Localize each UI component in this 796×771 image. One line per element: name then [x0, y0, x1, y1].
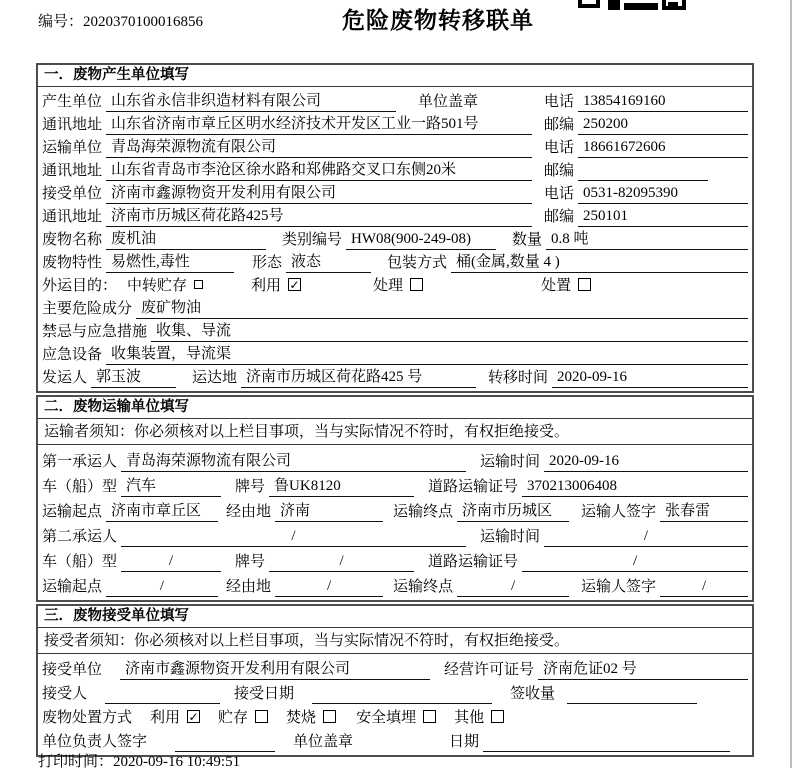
hazard-component-value: 废矿物油	[136, 296, 748, 319]
disposal-option-landfill	[356, 706, 436, 727]
field-label: 经由地	[226, 579, 272, 595]
field-label: 第二承运人	[42, 529, 118, 545]
producer-unit-value: 山东省永信非织造材料有限公司	[106, 89, 396, 112]
section-producer-rows	[38, 87, 752, 391]
field-label: 包装方式	[387, 255, 448, 271]
section-producer-title: 一．废物产生单位填写	[38, 65, 752, 87]
field-label: 主要危险成分	[42, 301, 133, 317]
waste-form-value: 液态	[286, 250, 371, 273]
field-label: 废物特性	[42, 255, 103, 271]
route1-end-value: 济南市历城区	[457, 499, 569, 522]
field-label: 类别编号	[282, 232, 343, 248]
received-quantity-value	[567, 687, 697, 704]
field-label: 接受日期	[234, 686, 295, 702]
option-label: 处置	[541, 278, 572, 294]
field-label: 道路运输证号	[428, 479, 519, 495]
field-label: 接受单位	[42, 186, 103, 202]
emergency-equipment-value: 收集装置，导流渠	[106, 342, 748, 365]
field-label: 签收量	[510, 686, 556, 702]
receiving-unit-value: 济南市鑫源物资开发利用有限公司	[120, 657, 430, 680]
vehicle2-type-value: /	[121, 553, 221, 572]
row-carrier1	[40, 447, 748, 472]
purpose-option-dispose	[541, 274, 591, 295]
waste-pack-value: 桶(金属,数量 4 )	[451, 250, 748, 273]
transporter-phone-value: 18661672606	[578, 139, 748, 158]
section-producer	[36, 63, 754, 393]
stamp-fragment	[624, 3, 658, 10]
vehicle1-permit-value: 370213006408	[522, 478, 748, 497]
field-label: 经营许可证号	[444, 662, 535, 678]
field-label: 电话	[543, 140, 574, 156]
field-label: 运输终点	[393, 504, 454, 520]
producer-phone-value: 13854169160	[578, 93, 748, 112]
field-label: 日期	[449, 734, 480, 750]
destination-value: 济南市历城区荷花路425 号	[241, 365, 476, 388]
disposal-option-burn	[286, 706, 336, 727]
route2-via-value: /	[275, 578, 383, 597]
field-label: 运输时间	[480, 454, 541, 470]
row-transporter	[40, 135, 748, 158]
checkbox-unchecked	[410, 278, 423, 291]
section-receiver	[36, 604, 754, 757]
option-label: 中转贮存	[127, 278, 188, 294]
field-label: 电话	[543, 186, 574, 202]
dispatcher-value: 郭玉波	[91, 365, 176, 388]
section-receiver-rows	[38, 654, 752, 755]
field-label: 运输人签字	[581, 579, 657, 595]
option-label: 利用	[251, 278, 282, 294]
field-label: 运输终点	[393, 579, 454, 595]
field-label: 运输人签字	[581, 504, 657, 520]
field-label: 邮编	[543, 117, 574, 133]
row-route1	[40, 497, 748, 522]
route1-signature-value: 张春雷	[660, 499, 748, 522]
field-label: 车（船）型	[42, 554, 118, 570]
manifest-form	[36, 63, 754, 757]
emergency-measures-value: 收集、导流	[151, 319, 748, 342]
signoff-date-value	[483, 735, 730, 752]
row-waste-traits	[40, 250, 748, 273]
transporter-notice: 运输者须知：你必须核对以上栏目事项，当与实际情况不符时，有权拒绝接受。	[38, 419, 752, 445]
waste-name-value: 废机油	[106, 227, 266, 250]
field-label: 应急设备	[42, 347, 103, 363]
waste-category-value: HW08(900-249-08)	[346, 231, 496, 250]
section-receiver-title: 三．废物接受单位填写	[38, 606, 752, 628]
field-label: 通讯地址	[42, 209, 103, 225]
field-label: 电话	[543, 94, 574, 110]
print-time-label: 打印时间：	[38, 754, 114, 770]
row-vehicle2	[40, 547, 748, 572]
field-label: 运输起点	[42, 579, 103, 595]
row-transporter-address	[40, 158, 748, 181]
field-label: 邮编	[543, 209, 574, 225]
field-label: 产生单位	[42, 94, 103, 110]
vehicle2-permit-value: /	[522, 553, 748, 572]
disposal-option-use	[150, 706, 200, 727]
carrier1-time-value: 2020-09-16	[544, 453, 748, 472]
receiver-zip-value: 250101	[578, 208, 748, 227]
row-transfer-purpose	[40, 273, 748, 296]
option-label: 其他	[454, 710, 485, 726]
vehicle1-plate-value: 鲁UK8120	[269, 474, 414, 497]
receiver-notice: 接受者须知：你必须核对以上栏目事项，当与实际情况不符时，有权拒绝接受。	[38, 628, 752, 654]
option-label: 处理	[373, 278, 404, 294]
field-label: 车（船）型	[42, 479, 118, 495]
row-receiving-unit	[40, 656, 748, 680]
field-label: 运输单位	[42, 140, 103, 156]
row-route2	[40, 572, 748, 597]
disposal-option-store	[218, 706, 268, 727]
receiver-address-value: 济南市历城区荷花路425号	[106, 204, 532, 227]
row-vehicle1	[40, 472, 748, 497]
field-label: 外运目的：	[42, 278, 118, 294]
carrier1-value: 青岛海荣源物流有限公司	[121, 449, 466, 472]
option-label: 利用	[150, 710, 181, 726]
stamp-fragment	[668, 2, 678, 7]
option-label: 安全填埋	[356, 710, 417, 726]
serial-label: 编号：	[38, 14, 84, 30]
transfer-time-value: 2020-09-16	[552, 369, 748, 388]
row-producer	[40, 89, 748, 112]
row-acceptance	[40, 680, 748, 704]
field-label: 废物处置方式	[42, 710, 133, 726]
section-transport	[36, 395, 754, 602]
row-dispatch	[40, 365, 748, 388]
route1-start-value: 济南市章丘区	[106, 499, 218, 522]
license-number-value: 济南危证02 号	[538, 657, 748, 680]
field-label: 牌号	[235, 479, 266, 495]
field-label: 第一承运人	[42, 454, 118, 470]
checkbox-unchecked	[578, 278, 591, 291]
row-receiver	[40, 181, 748, 204]
row-emergency-equipment	[40, 342, 748, 365]
checkbox-unchecked	[255, 710, 268, 723]
accept-date-value	[312, 687, 492, 704]
field-label: 接受单位	[42, 662, 103, 678]
transporter-address-value: 山东省青岛市李沧区徐水路和郑佛路交叉口东侧20米	[106, 158, 532, 181]
row-disposal-method	[40, 704, 748, 728]
checkbox-unchecked	[423, 710, 436, 723]
print-time-value: 2020-09-16 10:49:51	[113, 754, 241, 770]
page-edge-line	[790, 0, 792, 768]
field-label: 运达地	[192, 370, 238, 386]
route2-end-value: /	[457, 578, 569, 597]
acceptor-value	[105, 687, 220, 704]
field-label: 禁忌与应急措施	[42, 324, 148, 340]
row-carrier2	[40, 522, 748, 547]
unit-stamp-label: 单位盖章	[418, 94, 479, 110]
field-label: 废物名称	[42, 232, 103, 248]
stamp-fragment	[578, 0, 600, 8]
row-signoff	[40, 728, 748, 752]
route2-start-value: /	[106, 578, 218, 597]
purpose-option-use	[251, 274, 301, 295]
field-label: 运输时间	[480, 529, 541, 545]
producer-zip-value: 250200	[578, 116, 748, 135]
serial-value: 2020370100016856	[83, 14, 204, 30]
checkbox-checked	[288, 278, 301, 291]
transporter-zip-value	[578, 164, 708, 181]
row-emergency-measures	[40, 319, 748, 342]
field-label: 形态	[252, 255, 283, 271]
route1-via-value: 济南	[275, 499, 383, 522]
route2-signature-value: /	[660, 578, 748, 597]
waste-quantity-value: 0.8 吨	[546, 227, 748, 250]
carrier2-time-value: /	[544, 528, 748, 547]
field-label: 发运人	[42, 370, 88, 386]
stamp-fragment	[608, 0, 620, 10]
checkbox-unchecked	[323, 710, 336, 723]
page-title: 危险废物转移联单	[342, 7, 534, 33]
clipped-stamp-artifact	[578, 0, 698, 10]
checkbox-checked	[187, 710, 200, 723]
field-label: 通讯地址	[42, 163, 103, 179]
field-label: 牌号	[235, 554, 266, 570]
transporter-unit-value: 青岛海荣源物流有限公司	[106, 135, 532, 158]
option-label: 焚烧	[286, 710, 317, 726]
waste-traits-value: 易燃性,毒性	[106, 250, 234, 273]
unit-stamp-label: 单位盖章	[293, 734, 354, 750]
field-label: 道路运输证号	[428, 554, 519, 570]
receiver-unit-value: 济南市鑫源物资开发利用有限公司	[106, 181, 532, 204]
field-label: 数量	[512, 232, 543, 248]
vehicle2-plate-value: /	[269, 553, 414, 572]
vehicle1-type-value: 汽车	[121, 474, 221, 497]
row-hazard-component	[40, 296, 748, 319]
section-transport-title: 二．废物运输单位填写	[38, 397, 752, 419]
option-label: 贮存	[218, 710, 249, 726]
purpose-option-transfer	[127, 274, 203, 295]
field-label: 通讯地址	[42, 117, 103, 133]
check-mark-icon: ✓	[289, 277, 300, 292]
row-receiver-address	[40, 204, 748, 227]
receiver-phone-value: 0531-82095390	[578, 185, 748, 204]
section-transport-rows	[38, 445, 752, 600]
checkbox-unchecked	[194, 280, 203, 289]
field-label: 邮编	[543, 163, 574, 179]
disposal-option-other	[454, 706, 504, 727]
check-mark-icon: ✓	[188, 709, 199, 724]
field-label: 单位负责人签字	[42, 734, 148, 750]
row-producer-address	[40, 112, 748, 135]
field-label: 接受人	[42, 686, 88, 702]
field-label: 经由地	[226, 504, 272, 520]
field-label: 运输起点	[42, 504, 103, 520]
purpose-option-treat	[373, 274, 423, 295]
field-label: 转移时间	[488, 370, 549, 386]
producer-address-value: 山东省济南市章丘区明水经济技术开发区工业一路501号	[106, 112, 532, 135]
carrier2-value: /	[121, 528, 466, 547]
row-waste-name	[40, 227, 748, 250]
checkbox-unchecked	[491, 710, 504, 723]
